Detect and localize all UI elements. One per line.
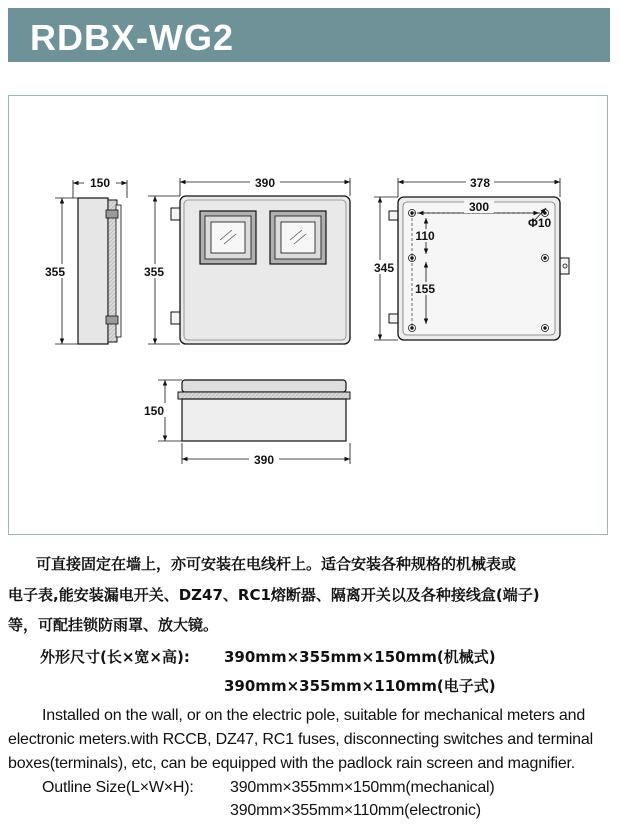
description-en-line2: electronic meters.with RCCB, DZ47, RC1 fuses, disconnecting switches and terminal <box>8 731 593 748</box>
upper-spacing-label: 110 <box>415 229 435 243</box>
side-width-label: 150 <box>89 176 111 190</box>
size-electronic-en: 390mm×355mm×110mm(electronic) <box>230 802 481 819</box>
description-cn-line1: 可直接固定在墙上，亦可安装在电线杆上。适合安装各种规格的机械表或 <box>36 555 517 573</box>
side-view <box>40 176 127 344</box>
size-mechanical-en: 390mm×355mm×150mm(mechanical) <box>230 779 495 796</box>
side-body <box>78 198 108 344</box>
description-cn-line3: 等，可配挂锁防雨罩、放大镜。 <box>8 616 219 634</box>
product-model-title: RDBX-WG2 <box>30 17 234 58</box>
inner-width-label: 300 <box>468 200 490 214</box>
hinge-icon <box>106 316 118 324</box>
bottom-body <box>182 399 346 441</box>
description-cn-line2: 电子表,能安装漏电开关、DZ47、RC1熔断器、隔离开关以及各种接线盒(端子) <box>8 586 540 604</box>
hole-diameter-label: Φ10 <box>528 216 552 230</box>
back-view <box>368 175 569 340</box>
meter-window-left-icon <box>200 211 256 264</box>
size-label-en: Outline Size(L×W×H): <box>42 779 194 796</box>
description-en-line1: Installed on the wall, or on the electric pole, suitable for mechanical meters and <box>42 707 586 724</box>
bottom-width-label: 390 <box>253 453 275 467</box>
back-width-label: 378 <box>469 176 491 190</box>
lower-spacing-label: 155 <box>414 282 436 296</box>
bottom-depth-label: 150 <box>143 404 165 418</box>
front-height-label: 355 <box>143 265 165 279</box>
meter-window-right-icon <box>270 211 326 264</box>
description-en-line3: boxes(terminals), etc, can be equipped with the padlock rain screen and magnifier. <box>8 755 576 772</box>
size-label-cn: 外形尺寸(长×宽×高): <box>40 648 190 666</box>
size-mechanical-cn: 390mm×355mm×150mm(机械式) <box>224 648 496 666</box>
side-height-label: 355 <box>44 265 66 279</box>
size-electronic-cn: 390mm×355mm×110mm(电子式) <box>224 677 496 695</box>
hinge-icon <box>106 210 118 218</box>
front-view <box>140 175 350 344</box>
bottom-view <box>140 380 350 467</box>
back-height-label: 345 <box>373 261 395 275</box>
front-width-label: 390 <box>254 176 276 190</box>
